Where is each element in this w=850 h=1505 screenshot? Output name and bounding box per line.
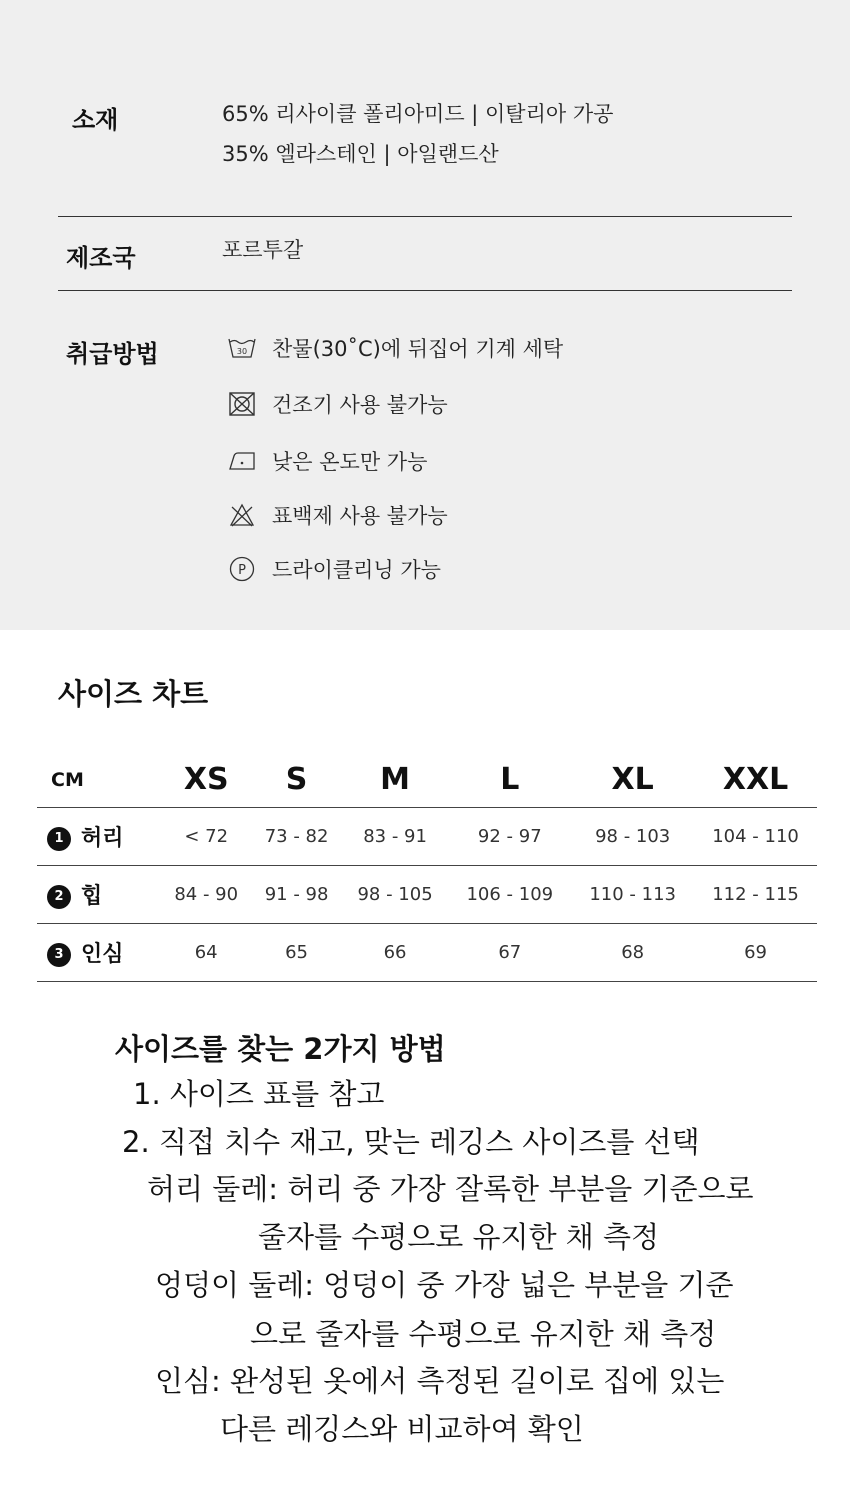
table-row: [37, 866, 817, 924]
table-cell: 73 - 82: [251, 808, 341, 866]
wash-item-text: 찬물(30˚C)에 뒤집어 기계 세탁: [272, 337, 564, 361]
wash-item: [226, 388, 448, 420]
number-badge: 2: [47, 885, 71, 909]
size-header: XXL: [722, 762, 789, 797]
wash-item-text: 드라이클리닝 가능: [272, 558, 441, 582]
wash-item: [226, 445, 427, 477]
size-header: XL: [611, 762, 654, 797]
guide-line: 인심: 완성된 옷에서 측정된 길이로 집에 있는: [155, 1364, 725, 1398]
table-cell: 92 - 97: [448, 808, 571, 866]
table-cell: 104 - 110: [694, 808, 817, 866]
wash-item: [226, 499, 448, 531]
size-header: XS: [183, 762, 229, 797]
wash-item-text: 표백제 사용 불가능: [272, 504, 448, 528]
table-cell: 106 - 109: [448, 866, 571, 924]
number-badge: 1: [47, 827, 71, 851]
divider: [58, 216, 792, 217]
size-table: [37, 752, 817, 982]
no-tumble-dry-icon: [226, 388, 258, 420]
size-header-row: [37, 752, 817, 808]
material-line-2: 35% 엘라스테인 | 아일랜드산: [222, 142, 499, 166]
material-label: 소재: [72, 106, 119, 134]
row-label-text: 인심: [81, 942, 124, 967]
table-cell: 64: [161, 924, 251, 982]
guide-line: 다른 레깅스와 비교하여 확인: [220, 1412, 584, 1446]
guide-line: 줄자를 수평으로 유지한 채 측정: [258, 1220, 660, 1254]
divider: [58, 290, 792, 291]
guide-line: 으로 줄자를 수평으로 유지한 채 측정: [250, 1317, 717, 1351]
size-header: S: [285, 762, 308, 797]
iron-low-icon: [226, 445, 258, 477]
table-row: [37, 924, 817, 982]
care-section: [0, 0, 850, 630]
material-line-1: 65% 리사이클 폴리아미드 | 이탈리아 가공: [222, 102, 614, 126]
table-cell: 98 - 103: [571, 808, 694, 866]
wash-label: 취급방법: [66, 340, 159, 368]
row-label: [37, 866, 161, 924]
guide-line: 2. 직접 치수 재고, 맞는 레깅스 사이즈를 선택: [122, 1125, 700, 1159]
table-row: [37, 808, 817, 866]
table-cell: 84 - 90: [161, 866, 251, 924]
table-cell: < 72: [161, 808, 251, 866]
table-cell: 91 - 98: [251, 866, 341, 924]
wash-item-text: 낮은 온도만 가능: [272, 450, 428, 474]
size-chart-title: 사이즈 차트: [58, 677, 209, 711]
table-cell: 67: [448, 924, 571, 982]
origin-label: 제조국: [66, 244, 136, 272]
wash-item: [226, 332, 563, 364]
number-badge: 3: [47, 943, 71, 967]
table-cell: 69: [694, 924, 817, 982]
table-cell: 83 - 91: [342, 808, 449, 866]
wash-item: [226, 553, 441, 585]
dry-clean-p-icon: [226, 553, 258, 585]
table-cell: 65: [251, 924, 341, 982]
table-cell: 98 - 105: [342, 866, 449, 924]
wash-item-text: 건조기 사용 불가능: [272, 393, 448, 417]
table-cell: 110 - 113: [571, 866, 694, 924]
guide-title: 사이즈를 찾는 2가지 방법: [115, 1032, 446, 1066]
origin-value: 포르투갈: [222, 238, 304, 262]
unit-label: CM: [51, 768, 84, 791]
guide-line: 엉덩이 둘레: 엉덩이 중 가장 넓은 부분을 기준: [155, 1268, 734, 1302]
row-label: [37, 924, 161, 982]
svg-text:P: P: [238, 563, 246, 578]
row-label: [37, 808, 161, 866]
guide-line: 허리 둘레: 허리 중 가장 잘록한 부분을 기준으로: [147, 1172, 754, 1206]
row-label-text: 허리: [81, 826, 124, 851]
svg-text:30: 30: [236, 347, 248, 356]
size-header: L: [500, 762, 520, 797]
table-cell: 68: [571, 924, 694, 982]
wash-tub-30-icon: [226, 332, 258, 364]
table-cell: 112 - 115: [694, 866, 817, 924]
no-bleach-icon: [226, 499, 258, 531]
guide-line: 1. 사이즈 표를 참고: [133, 1077, 385, 1111]
size-header: M: [380, 762, 410, 797]
table-cell: 66: [342, 924, 449, 982]
row-label-text: 힙: [81, 884, 103, 909]
